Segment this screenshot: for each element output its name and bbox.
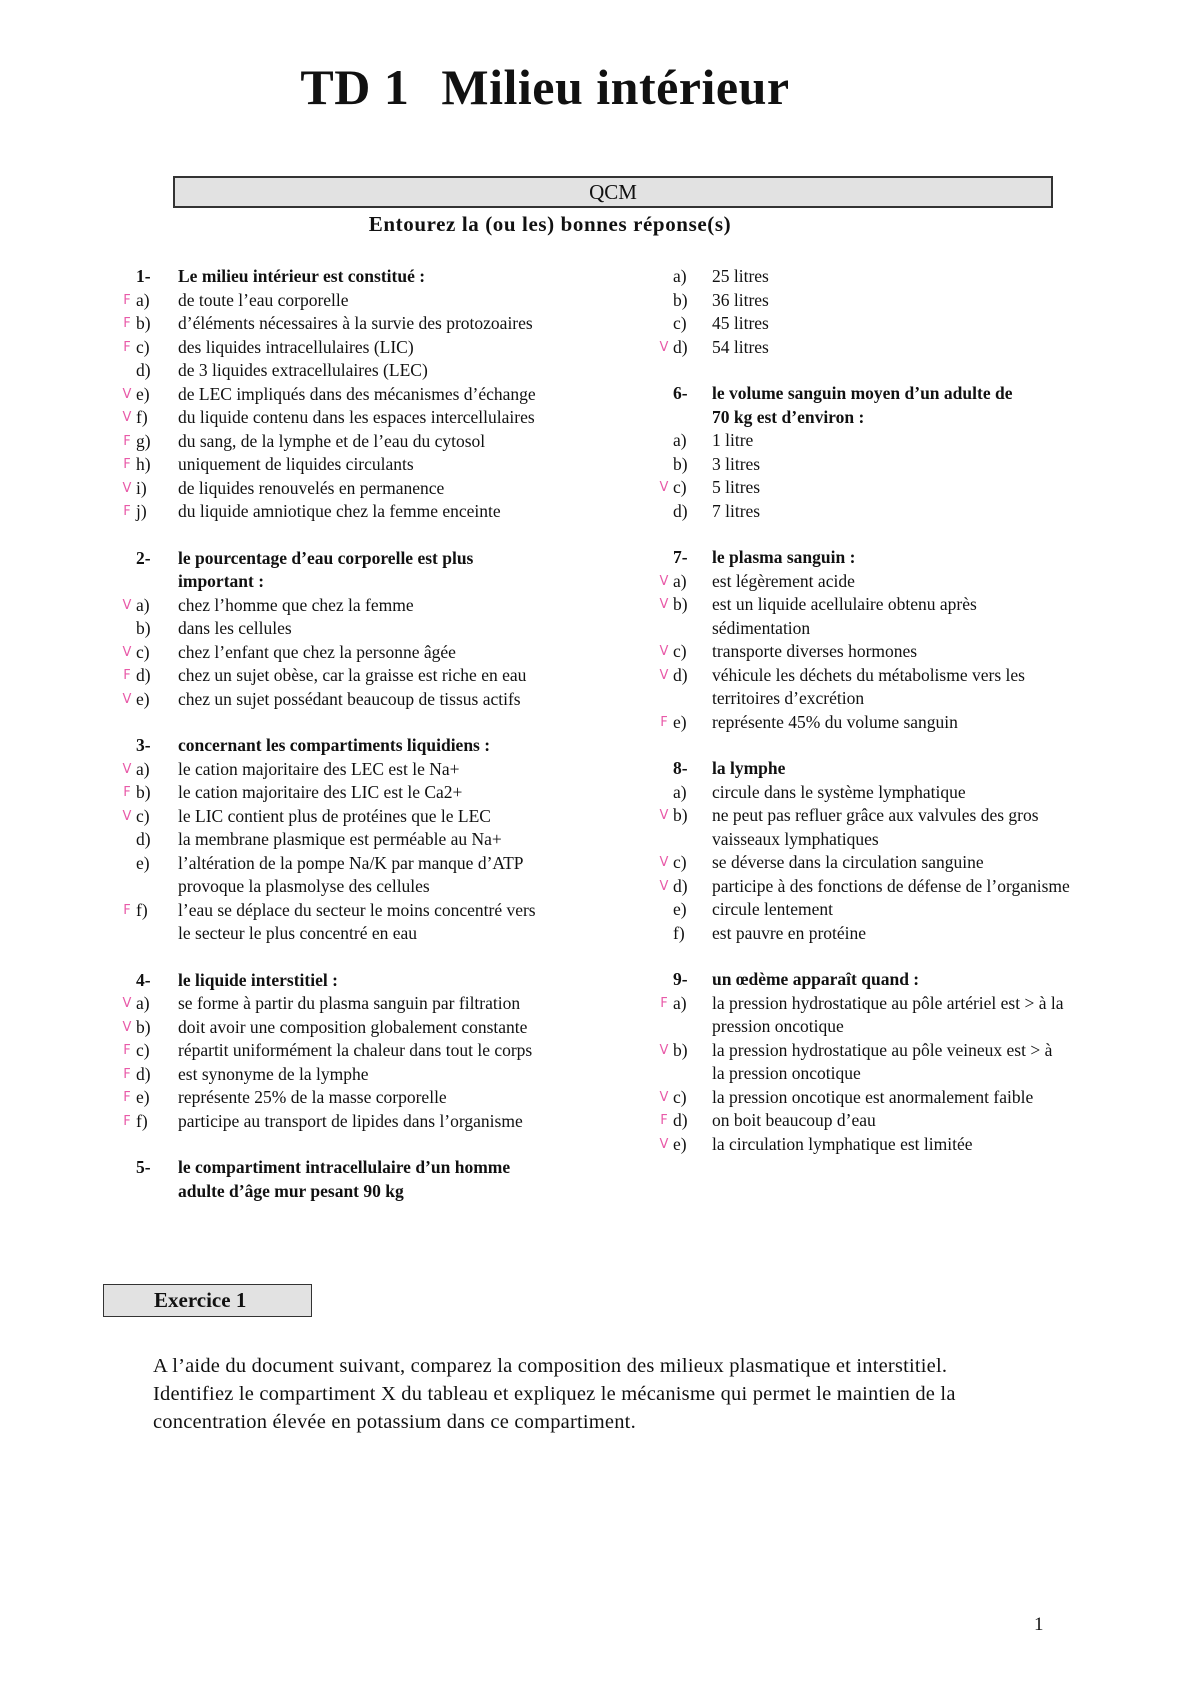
option-label: c) (136, 1040, 150, 1060)
option-label: b) (673, 805, 688, 825)
option-label: e) (136, 1087, 150, 1107)
question-text: 70 kg est d’environ : (712, 406, 865, 427)
question-block (655, 265, 1135, 359)
option-text: 7 litres (712, 500, 761, 521)
handwritten-mark: F (123, 339, 131, 355)
answer-option (118, 758, 618, 782)
handwritten-mark: F (123, 1066, 131, 1082)
question-text: le liquide interstitiel : (178, 969, 338, 990)
question-block (118, 734, 618, 946)
answer-option (655, 500, 1135, 524)
answer-option (655, 1039, 1135, 1063)
option-label: b) (673, 289, 688, 310)
question-text: Le milieu intérieur est constitué : (178, 266, 426, 286)
question-heading (118, 265, 618, 289)
handwritten-mark: V (659, 339, 669, 355)
option-label: g) (136, 430, 151, 451)
option-text: 1 litre (712, 430, 754, 450)
option-text: du sang, de la lymphe et de l’eau du cytosol (178, 430, 486, 451)
answer-option (118, 1063, 618, 1087)
option-text: 54 litres (712, 336, 769, 357)
answer-option (118, 312, 618, 336)
questions-left-column (118, 265, 618, 1226)
option-label: d) (673, 664, 688, 685)
answer-option (118, 781, 618, 805)
option-text: pression oncotique (712, 1016, 844, 1036)
option-label: e) (673, 711, 687, 732)
option-label: d) (136, 829, 151, 849)
option-text: répartit uniformément la chaleur dans tout le corps (178, 1040, 533, 1060)
option-text: du liquide contenu dans les espaces intercellulaires (178, 407, 535, 427)
question-number: 2- (136, 547, 151, 568)
handwritten-mark: V (659, 644, 669, 659)
option-label: e) (136, 383, 150, 404)
answer-option (118, 477, 618, 501)
option-label: b) (136, 618, 151, 638)
answer-option (118, 828, 618, 852)
option-label: c) (136, 641, 150, 662)
answer-option (118, 664, 618, 688)
question-heading (655, 382, 1135, 406)
option-text: représente 25% de la masse corporelle (178, 1087, 447, 1107)
question-number: 5- (136, 1157, 151, 1177)
answer-option (655, 828, 1135, 852)
option-text: la pression oncotique (712, 1063, 861, 1083)
answer-option (655, 476, 1135, 500)
option-text: 3 litres (712, 453, 761, 474)
question-block (655, 757, 1135, 945)
answer-option (655, 687, 1135, 711)
option-text: participe au transport de lipides dans l’organisme (178, 1110, 523, 1131)
answer-option (655, 664, 1135, 688)
option-text: territoires d’excrétion (712, 688, 865, 708)
option-text: participe à des fonctions de défense de l’organisme (712, 875, 1070, 896)
question-heading (655, 546, 1135, 570)
option-text: le LIC contient plus de protéines que le LEC (178, 805, 491, 826)
exercise-line: A l’aide du document suivant, comparez la composition des milieux plasmatique et interstitiel. (153, 1355, 948, 1377)
answer-option (118, 594, 618, 618)
title-part1: TD 1 (300, 59, 410, 115)
handwritten-mark: F (123, 457, 131, 472)
question-block (655, 546, 1135, 734)
handwritten-mark: V (659, 573, 669, 589)
exercise-title: Exercice 1 (154, 1288, 247, 1312)
question-number: 3- (136, 735, 151, 755)
answer-option (655, 570, 1135, 594)
handwritten-mark: V (659, 1089, 669, 1105)
handwritten-mark: V (122, 996, 132, 1011)
option-label: c) (673, 641, 687, 661)
answer-option (118, 1110, 618, 1134)
option-text: ne peut pas refluer grâce aux valvules des gros (712, 805, 1039, 825)
handwritten-mark: V (659, 480, 669, 495)
answer-option (655, 593, 1135, 617)
answer-option (118, 500, 618, 524)
question-text: le volume sanguin moyen d’un adulte de (712, 383, 1013, 403)
handwritten-mark: V (122, 1019, 132, 1035)
handwritten-mark: V (659, 1136, 669, 1152)
option-text: est synonyme de la lymphe (178, 1063, 369, 1084)
option-text: la circulation lymphatique est limitée (712, 1133, 973, 1154)
handwritten-mark: V (122, 761, 132, 777)
handwritten-mark: V (122, 386, 132, 402)
option-text: on boit beaucoup d’eau (712, 1110, 876, 1130)
answer-option (118, 1039, 618, 1063)
option-text: des liquides intracellulaires (LIC) (178, 336, 414, 357)
option-text: représente 45% du volume sanguin (712, 711, 958, 732)
option-label: d) (136, 665, 151, 685)
option-text: est un liquide acellulaire obtenu après (712, 594, 977, 614)
option-text: de toute l’eau corporelle (178, 289, 349, 310)
option-label: b) (673, 1039, 688, 1060)
answer-option (118, 359, 618, 383)
option-text: circule lentement (712, 899, 833, 919)
question-text: le plasma sanguin : (712, 547, 856, 567)
answer-option (655, 1015, 1135, 1039)
handwritten-mark: F (123, 292, 131, 308)
answer-option (655, 1062, 1135, 1086)
question-text: un œdème apparaît quand : (712, 969, 920, 989)
handwritten-mark: V (659, 1042, 669, 1058)
option-text: transporte diverses hormones (712, 641, 918, 661)
option-label: d) (673, 336, 688, 357)
answer-option (118, 617, 618, 641)
option-text: le cation majoritaire des LIC est le Ca2+ (178, 782, 463, 802)
question-number: 9- (673, 969, 688, 989)
answer-option (118, 1016, 618, 1040)
option-label: c) (673, 477, 687, 497)
option-text: du liquide amniotique chez la femme enceinte (178, 501, 501, 521)
answer-option (118, 1086, 618, 1110)
option-label: j) (136, 501, 147, 521)
option-label: d) (673, 875, 688, 896)
handwritten-mark: F (123, 668, 131, 683)
question-number: 1- (136, 266, 151, 286)
handwritten-mark: V (659, 667, 669, 683)
answer-option (655, 336, 1135, 360)
question-text: la lymphe (712, 758, 786, 778)
option-text: doit avoir une composition globalement constante (178, 1016, 528, 1037)
answer-option (655, 898, 1135, 922)
option-text: la pression hydrostatique au pôle artériel est > à la (712, 992, 1064, 1013)
handwritten-mark: F (660, 995, 668, 1011)
answer-option (118, 852, 618, 876)
handwritten-mark: F (660, 1113, 668, 1128)
handwritten-mark: F (123, 1113, 131, 1129)
answer-option (655, 265, 1135, 289)
option-label: e) (673, 899, 687, 919)
option-label: b) (136, 782, 151, 802)
handwritten-mark: F (123, 433, 131, 449)
handwritten-mark: V (122, 644, 132, 660)
option-label: a) (136, 758, 150, 779)
answer-option (655, 992, 1135, 1016)
option-text: vaisseaux lymphatiques (712, 828, 879, 849)
option-text: chez l’homme que chez la femme (178, 594, 414, 615)
handwritten-mark: V (122, 808, 132, 824)
answer-option (655, 922, 1135, 946)
question-block (655, 382, 1135, 523)
handwritten-mark: F (123, 504, 131, 519)
option-label: a) (673, 781, 687, 802)
handwritten-mark: F (123, 785, 131, 800)
answer-option (118, 430, 618, 454)
option-label: d) (136, 360, 151, 380)
question-number: 8- (673, 758, 688, 778)
answer-option (118, 899, 618, 923)
option-text: 25 litres (712, 266, 769, 286)
question-number: 4- (136, 969, 151, 990)
handwritten-mark: V (659, 878, 669, 894)
option-label: a) (673, 430, 687, 450)
handwritten-mark: V (122, 691, 132, 707)
option-label: e) (136, 852, 150, 873)
question-block (118, 1156, 618, 1203)
option-text: chez l’enfant que chez la personne âgée (178, 641, 456, 662)
option-text: est pauvre en protéine (712, 922, 867, 943)
answer-option (655, 289, 1135, 313)
option-text: uniquement de liquides circulants (178, 454, 414, 474)
answer-option (118, 406, 618, 430)
question-number: 7- (673, 547, 688, 567)
option-text: la pression oncotique est anormalement faible (712, 1086, 1034, 1107)
option-label: f) (136, 899, 148, 920)
question-heading (655, 757, 1135, 781)
option-text: véhicule les déchets du métabolisme vers les (712, 664, 1025, 685)
question-block (118, 265, 618, 524)
option-text: le secteur le plus concentré en eau (178, 923, 418, 943)
option-label: c) (673, 852, 687, 872)
question-heading (118, 570, 618, 594)
handwritten-mark: F (123, 902, 131, 918)
answer-option (118, 688, 618, 712)
answer-option (655, 781, 1135, 805)
question-number: 6- (673, 383, 688, 403)
question-text: le pourcentage d’eau corporelle est plus (178, 547, 474, 568)
option-text: d’éléments nécessaires à la survie des protozoaires (178, 313, 533, 333)
option-label: a) (136, 993, 150, 1013)
option-label: f) (673, 922, 685, 943)
option-label: e) (673, 1133, 687, 1154)
question-heading (655, 968, 1135, 992)
option-text: de 3 liquides extracellulaires (LEC) (178, 360, 428, 380)
question-text: le compartiment intracellulaire d’un homme (178, 1157, 511, 1177)
option-label: d) (136, 1063, 151, 1084)
option-text: de liquides renouvelés en permanence (178, 477, 445, 498)
question-block (118, 547, 618, 712)
option-text: le cation majoritaire des LEC est le Na+ (178, 758, 460, 779)
title-part2: Milieu intérieur (441, 59, 790, 115)
answer-option (118, 922, 618, 946)
option-label: b) (673, 453, 688, 474)
option-text: la membrane plasmique est perméable au Na+ (178, 829, 502, 849)
question-block (118, 969, 618, 1134)
option-label: a) (673, 266, 687, 286)
answer-option (118, 336, 618, 360)
answer-option (118, 805, 618, 829)
option-text: chez un sujet obèse, car la graisse est riche en eau (178, 665, 527, 685)
option-text: dans les cellules (178, 618, 292, 638)
option-text: sédimentation (712, 617, 811, 638)
option-text: chez un sujet possédant beaucoup de tissus actifs (178, 688, 521, 709)
exercise-line: concentration élevée en potassium dans ce compartiment. (153, 1411, 636, 1433)
answer-option (655, 875, 1135, 899)
option-label: c) (136, 336, 150, 357)
answer-option (118, 641, 618, 665)
option-text: provoque la plasmolyse des cellules (178, 876, 430, 896)
handwritten-mark: V (659, 808, 669, 823)
option-label: a) (673, 992, 687, 1013)
question-text: adulte d’âge mur pesant 90 kg (178, 1180, 404, 1201)
answer-option (655, 1086, 1135, 1110)
page-title (0, 58, 1090, 116)
questions-right-column (655, 265, 1135, 1179)
answer-option (118, 875, 618, 899)
exercise-line: Identifiez le compartiment X du tableau et expliquez le mécanisme qui permet le maintien de la (153, 1383, 956, 1405)
answer-option (118, 289, 618, 313)
handwritten-mark: F (660, 714, 668, 730)
answer-option (655, 1133, 1135, 1157)
answer-option (655, 851, 1135, 875)
option-label: h) (136, 454, 151, 474)
qcm-header-box (173, 176, 1053, 208)
question-heading (118, 547, 618, 571)
answer-option (118, 453, 618, 477)
question-block (655, 968, 1135, 1156)
answer-option (655, 1109, 1135, 1133)
answer-option (655, 711, 1135, 735)
option-label: f) (136, 1110, 148, 1131)
handwritten-mark: F (123, 1090, 131, 1105)
option-label: c) (673, 313, 687, 333)
page-number: 1 (1034, 1614, 1044, 1635)
handwritten-mark: V (122, 410, 132, 425)
instruction: Entourez la (ou les) bonnes réponse(s) (368, 212, 732, 236)
option-label: f) (136, 407, 148, 427)
question-heading (118, 1156, 618, 1180)
option-text: circule dans le système lymphatique (712, 781, 966, 802)
option-label: d) (673, 1110, 688, 1130)
question-text: important : (178, 571, 265, 591)
option-text: 36 litres (712, 289, 769, 310)
option-text: la pression hydrostatique au pôle veineux est > à (712, 1039, 1053, 1060)
option-text: est légèrement acide (712, 570, 855, 591)
option-text: se déverse dans la circulation sanguine (712, 852, 984, 872)
question-heading (118, 1180, 618, 1204)
option-text: l’altération de la pompe Na/K par manque d’ATP (178, 852, 524, 873)
option-label: i) (136, 477, 147, 498)
option-text: se forme à partir du plasma sanguin par filtration (178, 993, 521, 1013)
handwritten-mark: V (659, 855, 669, 870)
question-heading (118, 969, 618, 993)
option-label: a) (136, 289, 150, 310)
answer-option (655, 453, 1135, 477)
handwritten-mark: V (122, 597, 132, 613)
handwritten-mark: V (659, 597, 669, 612)
option-label: c) (673, 1086, 687, 1107)
option-label: a) (673, 570, 687, 591)
option-label: b) (136, 1016, 151, 1037)
handwritten-mark: V (122, 480, 132, 496)
option-label: d) (673, 500, 688, 521)
answer-option (118, 383, 618, 407)
answer-option (655, 640, 1135, 664)
option-label: b) (136, 313, 151, 333)
question-text: concernant les compartiments liquidiens : (178, 735, 491, 755)
option-label: c) (136, 805, 150, 826)
handwritten-mark: F (123, 1043, 131, 1058)
question-heading (655, 406, 1135, 430)
answer-option (655, 429, 1135, 453)
option-text: 45 litres (712, 313, 769, 333)
answer-option (655, 312, 1135, 336)
exercise-title-box (103, 1284, 312, 1317)
handwritten-mark: F (123, 316, 131, 331)
option-text: 5 litres (712, 477, 761, 497)
answer-option (655, 804, 1135, 828)
option-text: de LEC impliqués dans des mécanismes d’échange (178, 383, 536, 404)
option-label: a) (136, 594, 150, 615)
option-label: b) (673, 594, 688, 614)
qcm-header: QCM (589, 180, 637, 204)
answer-option (655, 617, 1135, 641)
option-text: l’eau se déplace du secteur le moins concentré vers (178, 899, 536, 920)
question-heading (118, 734, 618, 758)
answer-option (118, 992, 618, 1016)
exercise-text (153, 1352, 1103, 1436)
option-label: e) (136, 688, 150, 709)
